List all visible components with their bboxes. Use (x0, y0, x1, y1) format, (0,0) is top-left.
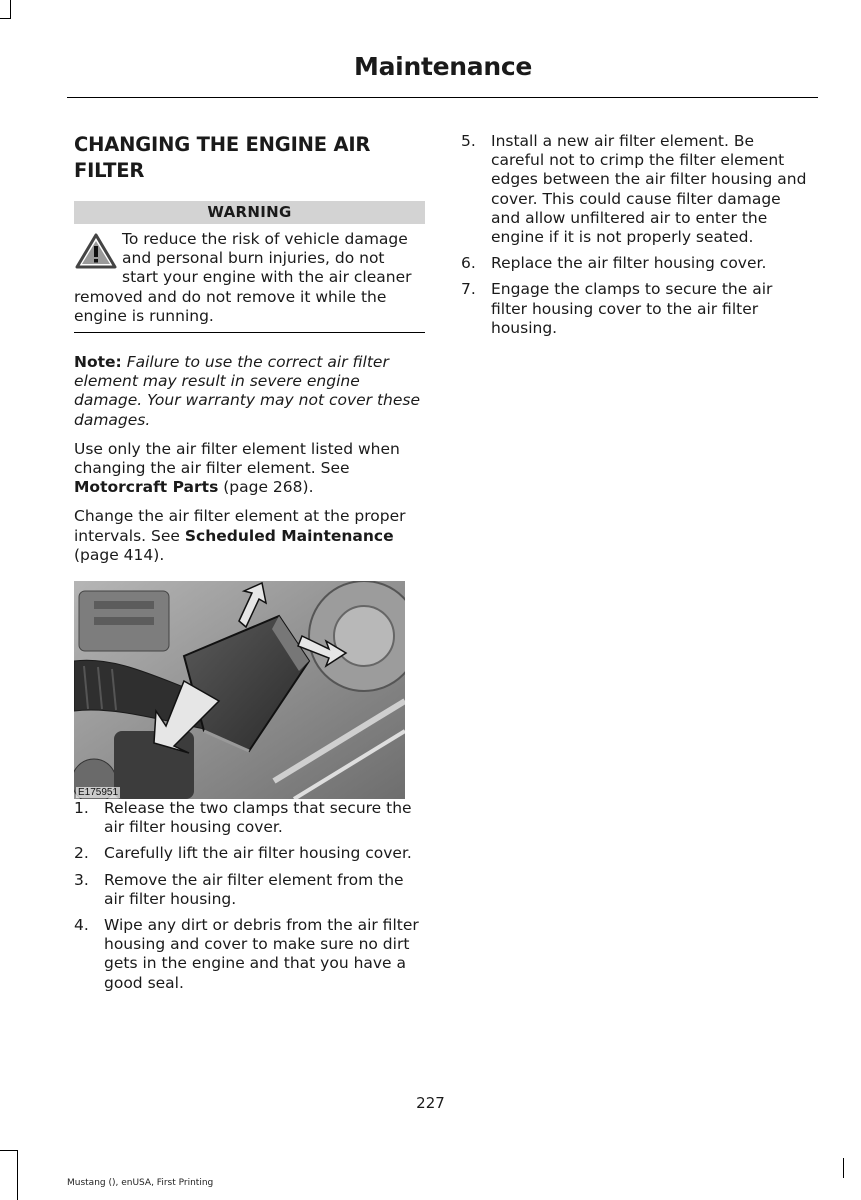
note-label: Note: (74, 353, 122, 372)
crop-mark (17, 1150, 18, 1200)
crop-mark (10, 0, 11, 18)
step-text: Carefully lift the air filter housing cover. (104, 844, 412, 863)
step-number: 5. (461, 132, 476, 150)
page-header-title: Maintenance (354, 52, 532, 81)
crop-mark (0, 1150, 18, 1151)
list-item (461, 132, 811, 247)
intervals-paragraph (74, 507, 425, 565)
figure-label: E175951 (78, 787, 119, 799)
list-item (74, 844, 425, 863)
warning-label: WARNING (74, 201, 425, 224)
warning-text: To reduce the risk of vehicle damage and personal burn injuries, do not start your engine with the air cleaner removed and do not remove it while the engine is running. (74, 230, 412, 325)
crop-mark (843, 1158, 844, 1178)
step-number: 3. (74, 870, 89, 889)
step-number: 6. (461, 254, 476, 273)
step-number: 1. (74, 799, 89, 818)
left-column (74, 132, 425, 1000)
paragraph-text: Use only the air filter element listed when changing the air filter element. See (74, 439, 400, 478)
right-column (461, 132, 811, 345)
step-text: Replace the air filter housing cover. (491, 254, 767, 273)
step-number: 4. (74, 916, 89, 935)
crop-mark (0, 18, 11, 19)
list-item (461, 280, 811, 338)
scheduled-maintenance-link[interactable]: Scheduled Maintenance (184, 526, 394, 545)
air-filter-figure (74, 581, 405, 799)
list-item (74, 871, 425, 909)
footer-text: Mustang (), enUSA, First Printing (67, 1178, 214, 1188)
warning-triangle-icon (74, 232, 118, 272)
page-number: 227 (416, 1094, 445, 1112)
step-text: Release the two clamps that secure the air filter housing cover. (104, 799, 412, 837)
step-number: 7. (461, 280, 476, 299)
step-text: Install a new air filter element. Be careful not to crimp the filter element edges between the air filter housing and cover. This could cause filter damage and allow unfiltered air to enter the engine if it is not properly seated. (491, 132, 807, 247)
engine-bay-illustration (74, 581, 405, 799)
note-text: Failure to use the correct air filter element may result in severe engine damage. Your warranty may not cover these damages. (74, 353, 421, 429)
step-number: 2. (74, 844, 89, 863)
motorcraft-parts-link[interactable]: Motorcraft Parts (74, 478, 219, 497)
note-paragraph (74, 353, 425, 430)
list-item (461, 254, 811, 273)
steps-list-right (461, 132, 811, 338)
list-item (74, 799, 425, 837)
warning-box (74, 224, 425, 333)
step-text: Wipe any dirt or debris from the air filter housing and cover to make sure no dirt gets in the engine and that you have a good seal. (104, 916, 419, 992)
motorcraft-paragraph (74, 440, 425, 498)
page-reference: (page 414). (74, 545, 165, 564)
page-reference: (page 268). (223, 478, 314, 497)
section-title: CHANGING THE ENGINE AIR FILTER (74, 133, 371, 182)
list-item (74, 916, 425, 993)
step-text: Remove the air filter element from the air filter housing. (104, 870, 404, 908)
step-text: Engage the clamps to secure the air filter housing cover to the air filter housing. (491, 280, 773, 337)
steps-list-left (74, 799, 425, 993)
header-divider (67, 97, 818, 98)
paragraph-text: Change the air filter element at the proper intervals. See (74, 507, 406, 545)
